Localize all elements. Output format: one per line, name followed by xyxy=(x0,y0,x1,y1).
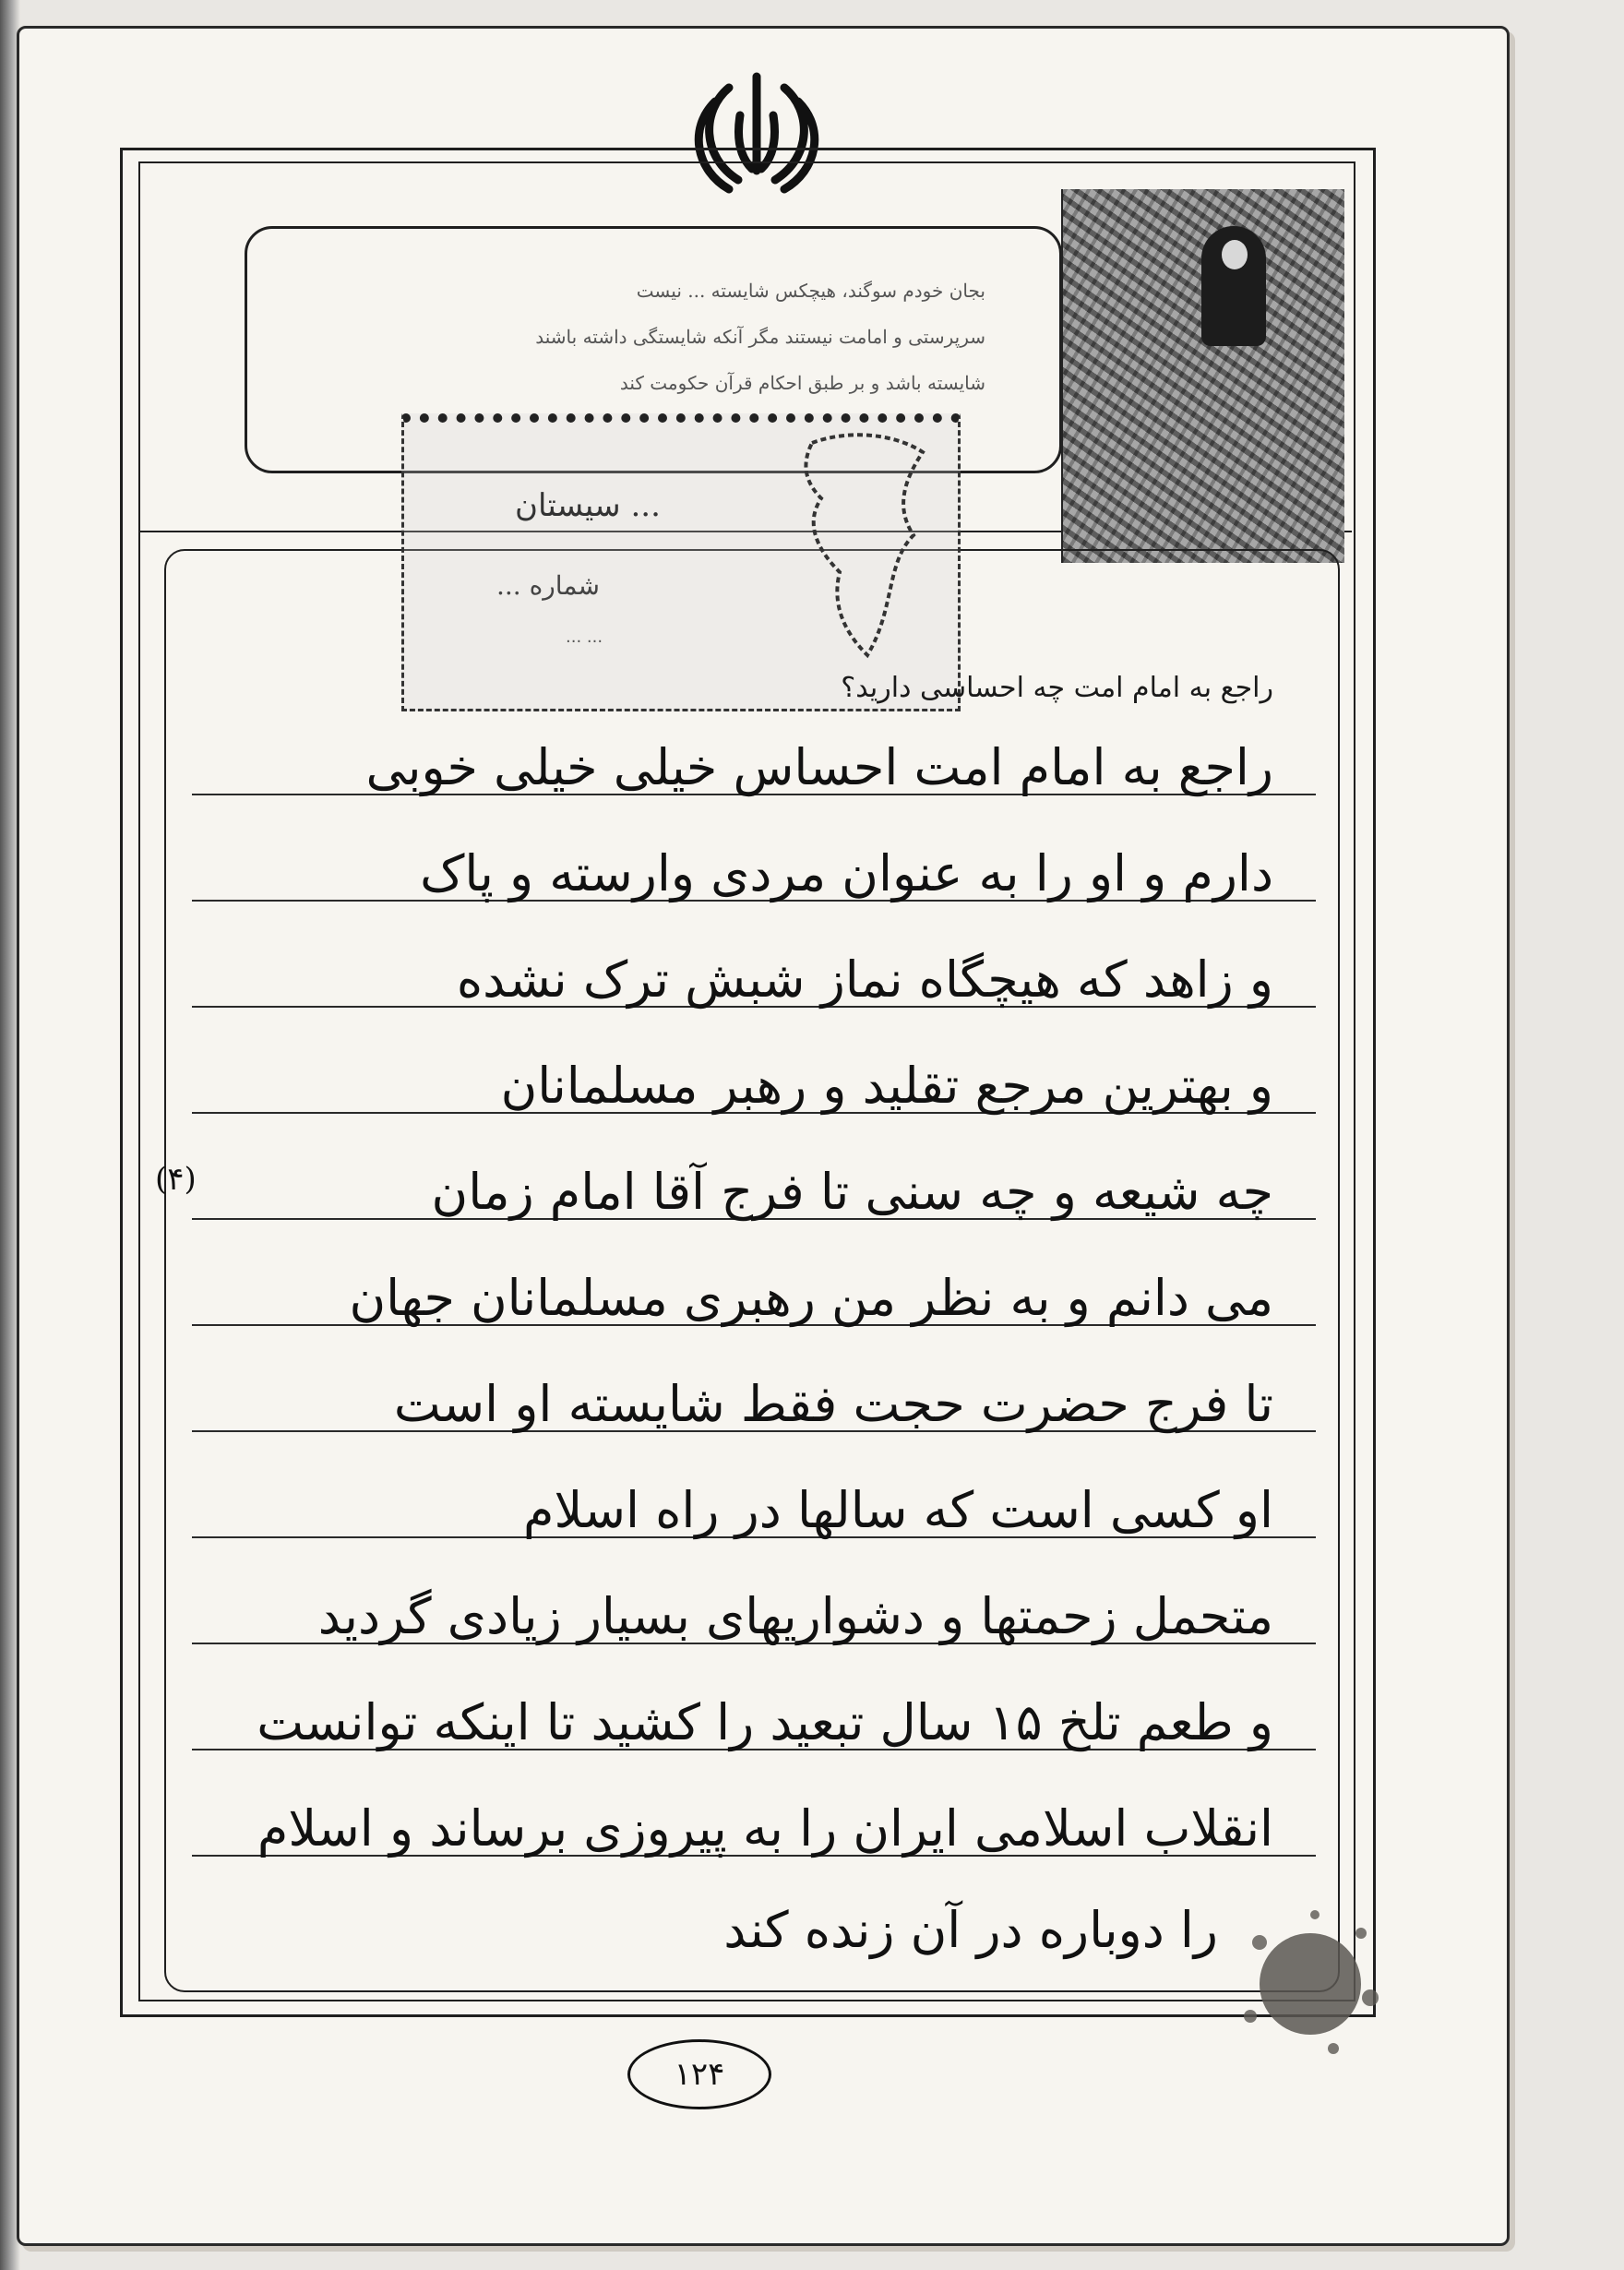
handwritten-line: و زاهد که هیچگاه نماز شبش ترک نشده xyxy=(456,950,1273,1009)
handwritten-line: و طعم تلخ ۱۵ سال تبعید را کشید تا اینکه توانست xyxy=(257,1693,1273,1751)
handwritten-line: را دوباره در آن زنده کند xyxy=(723,1901,1218,1959)
stamp-title: ... سیستان xyxy=(515,487,661,524)
handwritten-line: متحمل زحمتها و دشواریهای بسیار زیادی گردید xyxy=(317,1587,1273,1645)
handwritten-line: راجع به امام امت احساس خیلی خیلی خوبی xyxy=(365,738,1273,796)
page-number: ۱۲۴ xyxy=(627,2039,771,2109)
quote-line: سرپرستی و امامت نیستند مگر آنکه شایستگی داشته باشند xyxy=(535,326,985,348)
handwritten-line: و بهترین مرجع تقلید و رهبر مسلمانان xyxy=(500,1057,1273,1115)
handwritten-line: انقلاب اسلامی ایران را به پیروزی برساند و اسلام xyxy=(257,1799,1273,1858)
stamp-name: ... ... xyxy=(566,627,603,647)
handwritten-line: می دانم و به نظر من رهبری مسلمانان جهان xyxy=(349,1269,1273,1327)
handwritten-line: او کسی است که سالها در راه اسلام xyxy=(523,1481,1273,1539)
margin-marker: (۴) xyxy=(155,1161,197,1198)
quote-line: شایسته باشد و بر طبق احکام قرآن حکومت کند xyxy=(619,372,985,394)
leader-face xyxy=(1222,240,1248,269)
map-silhouette-icon xyxy=(794,424,941,683)
quote-line: بجان خودم سوگند، هیچکس شایسته ... نیست xyxy=(636,280,985,302)
printed-prompt: راجع به امام امت چه احساسی دارید؟ xyxy=(841,672,1273,704)
handwritten-line: دارم و او را به عنوان مردی وارسته و پاک xyxy=(420,844,1273,902)
stamp-subtitle: شماره ... xyxy=(496,570,600,601)
handwritten-line: چه شیعه و چه سنی تا فرج آقا امام زمان xyxy=(431,1163,1273,1221)
crowd-photo xyxy=(1061,189,1344,563)
handwritten-line: تا فرج حضرت حجت فقط شایسته او است xyxy=(393,1375,1273,1433)
ink-blot xyxy=(1223,1896,1389,2062)
